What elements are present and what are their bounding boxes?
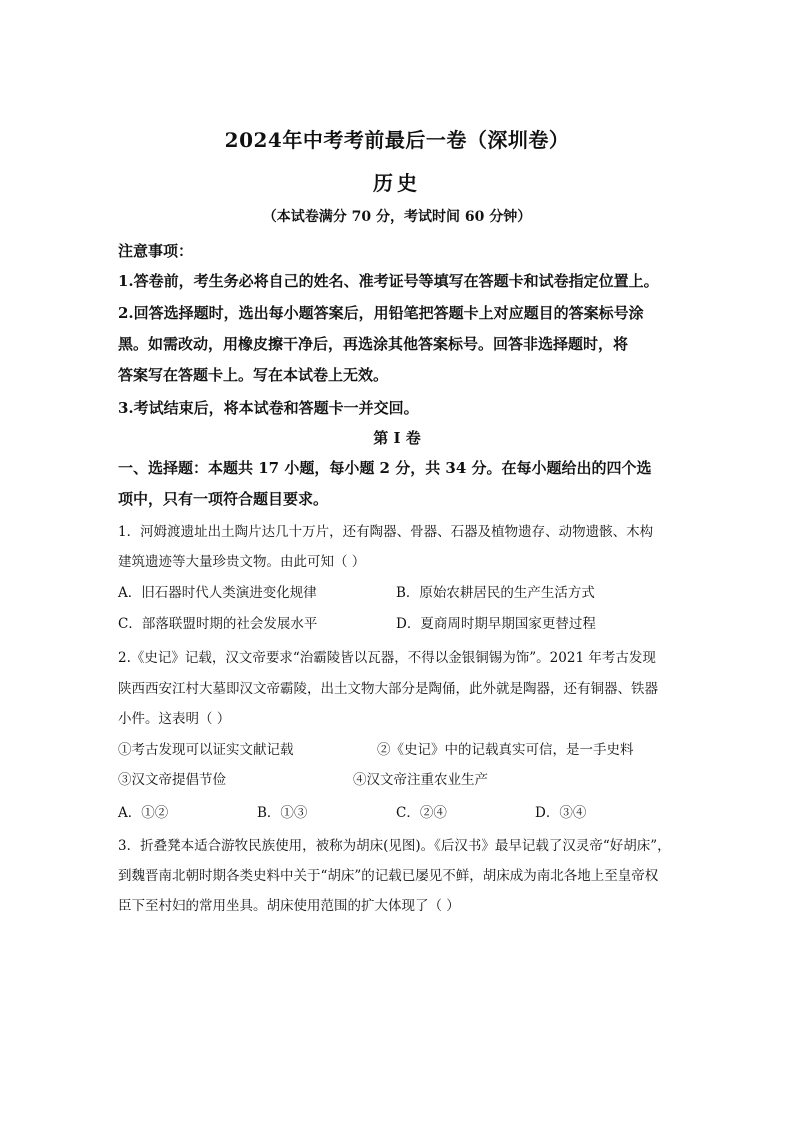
notice-line: 2.回答选择题时，选出每小题答案后，用铅笔把答题卡上对应题目的答案标号涂 xyxy=(118,304,644,322)
notice-heading: 注意事项： xyxy=(118,242,194,260)
question-2-statement-2: ②《史记》中的记载真实可信，是一手史料 xyxy=(377,742,634,758)
question-2-option-a: A．①② xyxy=(118,805,169,821)
question-2-statement-4: ④汉文帝注重农业生产 xyxy=(353,772,488,788)
notice-line: 黑。如需改动，用橡皮擦干净后，再选涂其他答案标号。回答非选择题时，将 xyxy=(118,335,629,353)
section-instruction: 一、选择题：本题共 17 小题，每小题 2 分，共 34 分。在每小题给出的四个选 xyxy=(118,459,652,477)
question-1-option-b: B．原始农耕居民的生产生活方式 xyxy=(396,585,595,601)
question-2-option-b: B．①③ xyxy=(257,805,308,821)
page-title: 2024年中考考前最后一卷（深圳卷） xyxy=(224,128,570,152)
notice-line: 答案写在答题卡上。写在本试卷上无效。 xyxy=(118,366,389,384)
question-2-text: 小件。这表明（ ） xyxy=(118,711,231,727)
question-2-statement-1: ①考古发现可以证实文献记载 xyxy=(118,742,294,758)
question-3-text: 到魏晋南北朝时期各类史料中关于“胡床”的记载已屡见不鲜，胡床成为南北各地上至皇帝权 xyxy=(118,868,659,884)
notice-line: 1.答卷前，考生务必将自己的姓名、准考证号等填写在答题卡和试卷指定位置上。 xyxy=(118,272,659,290)
exam-meta: （本试卷满分 70 分，考试时间 60 分钟） xyxy=(262,209,532,225)
section-instruction: 项中，只有一项符合题目要求。 xyxy=(118,490,329,508)
question-2-option-d: D．③④ xyxy=(535,805,587,821)
question-3-text: 臣下至村妇的常用坐具。胡床使用范围的扩大体现了（ ） xyxy=(118,898,460,914)
question-2-statement-3: ③汉文帝提倡节俭 xyxy=(118,772,226,788)
subject-heading: 历史 xyxy=(373,171,421,195)
question-3-text: 3．折叠凳本适合游牧民族使用，被称为胡床(见图)。《后汉书》最早记载了汉灵帝“好胡床”， xyxy=(118,838,671,854)
question-1-text: 建筑遗迹等大量珍贵文物。由此可知（ ） xyxy=(118,554,366,570)
question-2-text: 2.《史记》记载，汉文帝要求“治霸陵皆以瓦器，不得以金银铜锡为饰”。2021 年考古发现 xyxy=(118,650,656,666)
question-1-option-a: A．旧石器时代人类演进变化规律 xyxy=(118,585,317,601)
question-2-option-c: C．②④ xyxy=(396,805,447,821)
notice-line: 3.考试结束后，将本试卷和答题卡一并交回。 xyxy=(118,399,419,417)
question-1-text: 1．河姆渡遗址出土陶片达几十万片，还有陶器、骨器、石器及植物遗存、动物遗骸、木构 xyxy=(118,524,654,540)
question-2-text: 陕西西安江村大墓即汉文帝霸陵，出土文物大部分是陶俑，此外就是陶器，还有铜器、铁器 xyxy=(118,681,658,697)
volume-heading: 第 I 卷 xyxy=(373,429,421,447)
question-1-option-d: D．夏商周时期早期国家更替过程 xyxy=(396,616,596,632)
question-1-option-c: C．部落联盟时期的社会发展水平 xyxy=(118,616,318,632)
